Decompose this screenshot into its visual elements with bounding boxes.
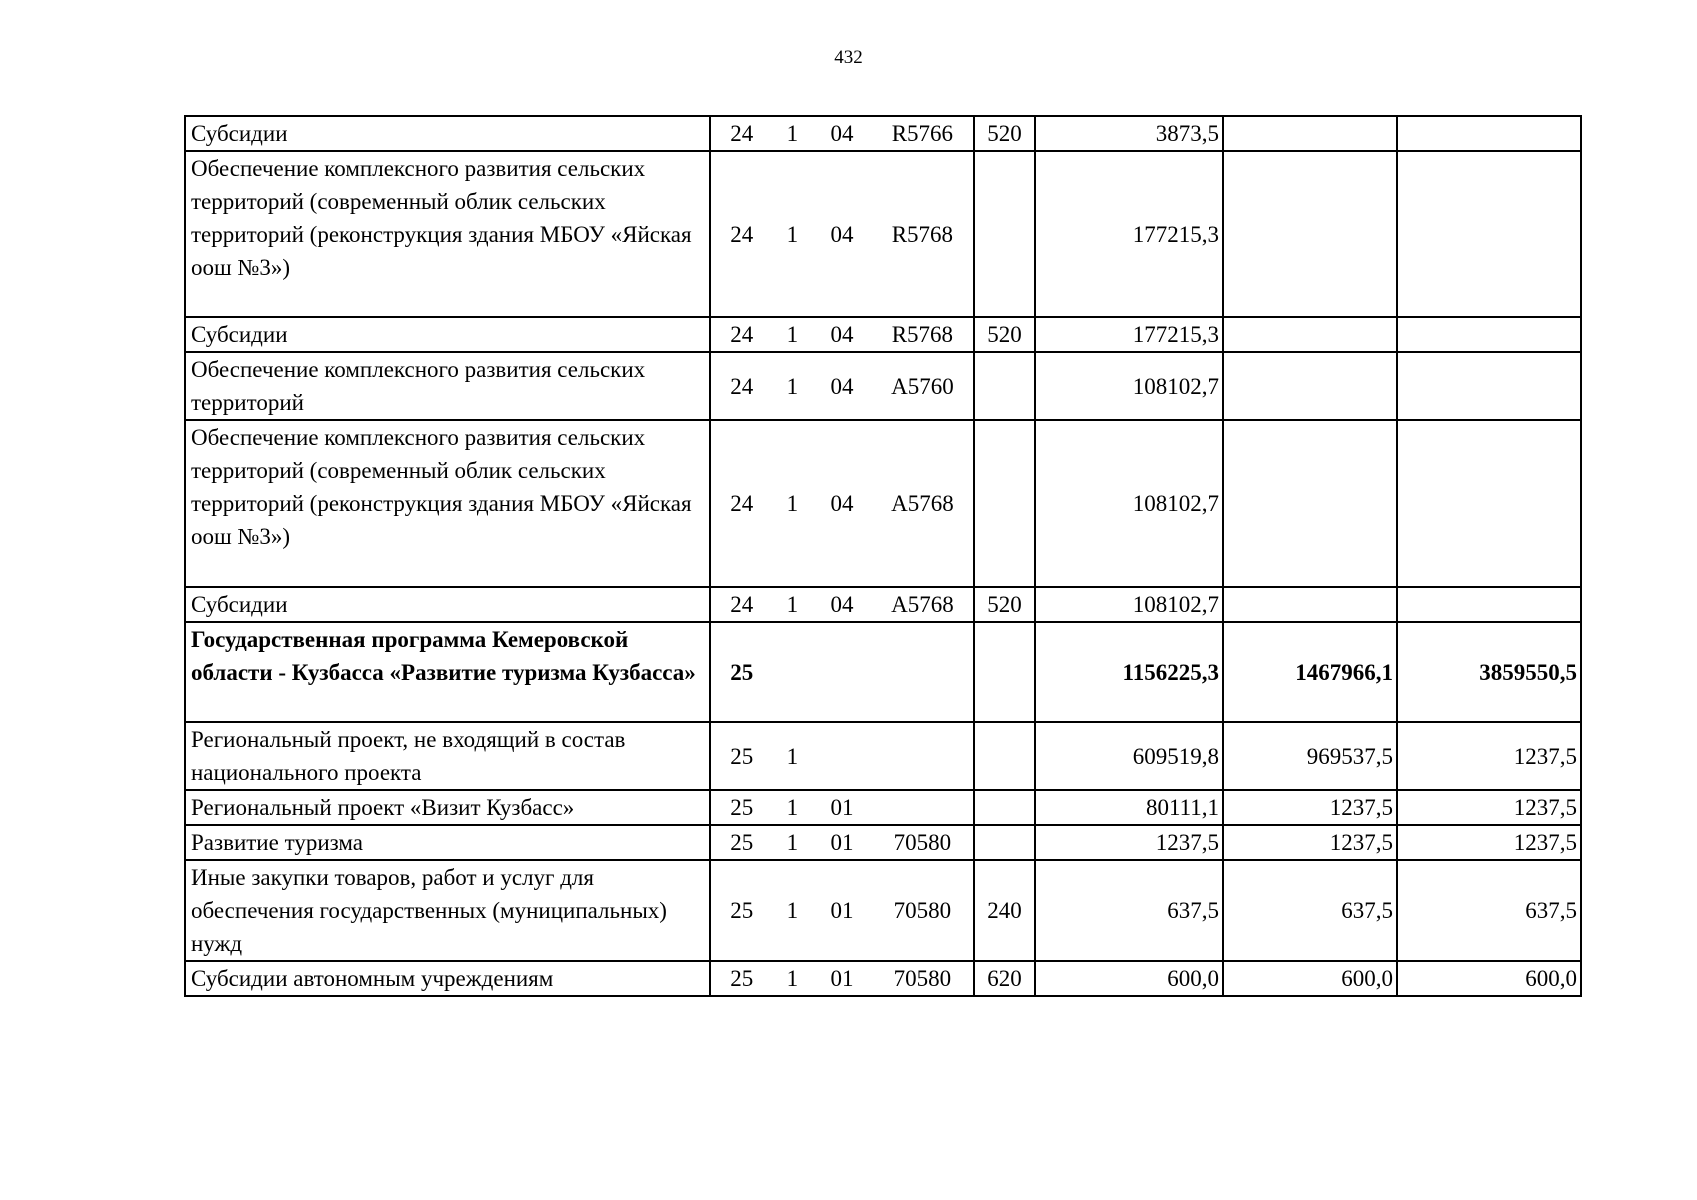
row-name: Государственная программа Кемеровской области - Кузбасса «Развитие туризма Кузбасса» [185,622,710,722]
budget-table [184,115,1582,997]
subprogram-code: 1 [786,743,799,769]
subprogram-code: 1 [786,121,799,146]
page-number: 432 [834,47,863,68]
subprogram-code: 1 [786,221,799,247]
direction-code: 70580 [893,966,952,991]
amount-year-2: 1237,5 [1223,790,1397,825]
subprogram-code: 1 [786,795,799,820]
row-name: Субсидии автономным учреждениям [185,961,710,996]
subprogram-code: 1 [786,592,799,617]
direction-code: A5768 [891,592,954,617]
amount-year-1: 177215,3 [1035,317,1223,352]
amount-year-1: 108102,7 [1035,420,1223,587]
amount-year-1: 3873,5 [1035,116,1223,151]
table-row [185,722,1581,790]
amount-year-3: 637,5 [1397,860,1581,961]
amount-year-1: 108102,7 [1035,352,1223,420]
amount-year-3: 600,0 [1397,961,1581,996]
row-codes [710,961,974,996]
expense-type-code [974,825,1035,860]
table-row [185,860,1581,961]
table-row [185,352,1581,420]
program-code: 25 [730,659,754,685]
event-code: 04 [830,322,854,347]
row-codes [710,116,974,151]
expense-type-code [974,151,1035,317]
budget-table-body [185,116,1581,996]
row-codes [710,825,974,860]
event-code: 04 [830,592,854,617]
row-name: Обеспечение комплексного развития сельских территорий (современный облик сельских территорий (реконструкция здания МБОУ «Яйская оош №3») [185,151,710,317]
expense-type-code: 520 [974,116,1035,151]
amount-year-3: 3859550,5 [1397,622,1581,722]
event-code: 01 [830,898,854,923]
row-codes [710,420,974,587]
table-row [185,825,1581,860]
amount-year-3 [1397,352,1581,420]
direction-code: A5768 [891,491,954,516]
amount-year-1: 637,5 [1035,860,1223,961]
amount-year-3: 1237,5 [1397,722,1581,790]
row-codes [710,722,974,790]
table-row [185,317,1581,352]
direction-code: R5766 [891,121,954,146]
subprogram-code: 1 [786,898,799,923]
subprogram-code: 1 [786,373,799,399]
event-code: 01 [830,966,854,991]
program-code: 24 [730,121,754,146]
event-code: 04 [830,221,854,247]
program-code: 24 [730,221,754,247]
program-code: 25 [730,743,754,769]
expense-type-code [974,352,1035,420]
expense-type-code [974,622,1035,722]
table-row [185,961,1581,996]
table-row [185,790,1581,825]
amount-year-2: 1237,5 [1223,825,1397,860]
row-codes [710,151,974,317]
row-name: Региональный проект, не входящий в состав национального проекта [185,722,710,790]
subprogram-code: 1 [786,322,799,347]
table-row [185,151,1581,317]
program-code: 24 [730,373,754,399]
row-name: Субсидии [185,116,710,151]
program-code: 25 [730,830,754,855]
amount-year-3: 1237,5 [1397,790,1581,825]
amount-year-3: 1237,5 [1397,825,1581,860]
row-name: Субсидии [185,587,710,622]
program-code: 25 [730,966,754,991]
amount-year-3 [1397,587,1581,622]
expense-type-code [974,790,1035,825]
row-codes [710,352,974,420]
row-codes [710,317,974,352]
amount-year-2: 969537,5 [1223,722,1397,790]
row-name: Обеспечение комплексного развития сельских территорий [185,352,710,420]
row-codes [710,860,974,961]
expense-type-code: 620 [974,961,1035,996]
table-row [185,587,1581,622]
subprogram-code: 1 [786,966,799,991]
amount-year-2 [1223,587,1397,622]
program-code: 24 [730,592,754,617]
amount-year-3 [1397,420,1581,587]
row-name: Региональный проект «Визит Кузбасс» [185,790,710,825]
amount-year-1: 80111,1 [1035,790,1223,825]
amount-year-1: 600,0 [1035,961,1223,996]
subprogram-code: 1 [786,491,799,516]
subprogram-code: 1 [786,830,799,855]
row-name: Иные закупки товаров, работ и услуг для обеспечения государственных (муниципальных) нужд [185,860,710,961]
program-code: 24 [730,491,754,516]
amount-year-3 [1397,317,1581,352]
amount-year-2: 1467966,1 [1223,622,1397,722]
amount-year-2 [1223,317,1397,352]
expense-type-code: 240 [974,860,1035,961]
amount-year-1: 1237,5 [1035,825,1223,860]
row-codes [710,587,974,622]
program-code: 25 [730,898,754,923]
expense-type-code: 520 [974,317,1035,352]
program-code: 24 [730,322,754,347]
amount-year-2 [1223,420,1397,587]
expense-type-code: 520 [974,587,1035,622]
amount-year-1: 1156225,3 [1035,622,1223,722]
event-code: 01 [830,830,854,855]
row-codes [710,790,974,825]
row-codes [710,622,974,722]
amount-year-2 [1223,116,1397,151]
expense-type-code [974,420,1035,587]
row-name: Обеспечение комплексного развития сельских территорий (современный облик сельских территорий (реконструкция здания МБОУ «Яйская оош №3») [185,420,710,587]
amount-year-1: 177215,3 [1035,151,1223,317]
program-code: 25 [730,795,754,820]
amount-year-3 [1397,116,1581,151]
direction-code: R5768 [891,322,954,347]
direction-code: 70580 [893,830,952,855]
row-name: Субсидии [185,317,710,352]
amount-year-2: 637,5 [1223,860,1397,961]
direction-code: 70580 [893,898,952,923]
direction-code: A5760 [891,373,954,399]
amount-year-3 [1397,151,1581,317]
direction-code: R5768 [891,221,954,247]
table-row [185,622,1581,722]
event-code: 04 [830,491,854,516]
amount-year-1: 609519,8 [1035,722,1223,790]
amount-year-2: 600,0 [1223,961,1397,996]
expense-type-code [974,722,1035,790]
row-name: Развитие туризма [185,825,710,860]
amount-year-1: 108102,7 [1035,587,1223,622]
amount-year-2 [1223,352,1397,420]
event-code: 01 [830,795,854,820]
amount-year-2 [1223,151,1397,317]
event-code: 04 [830,373,854,399]
table-row [185,116,1581,151]
table-row [185,420,1581,587]
event-code: 04 [830,121,854,146]
